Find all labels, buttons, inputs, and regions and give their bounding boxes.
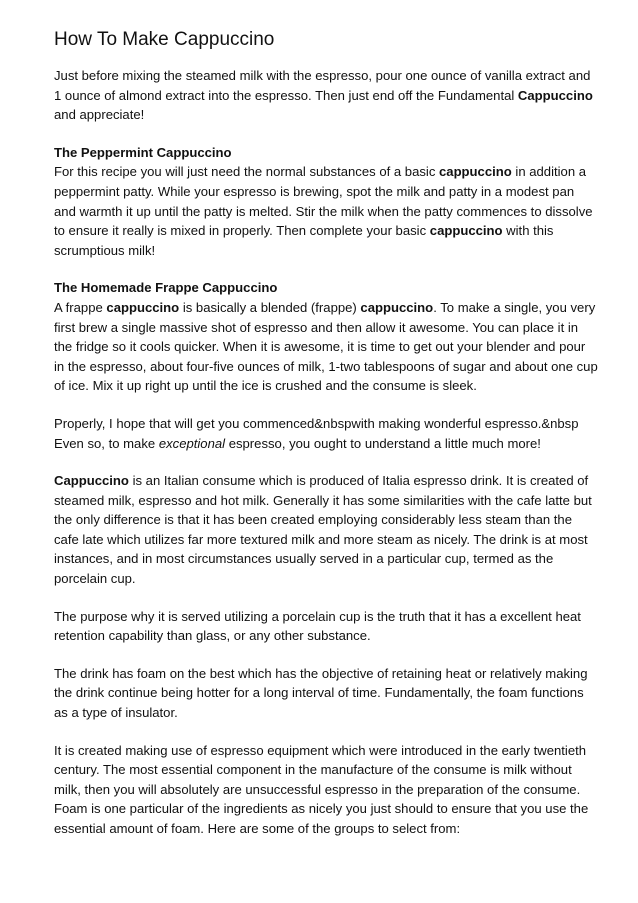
text: Properly, I hope that will get you commenced&nbspwith making wonderful espresso.&nbsp Even so, to make xyxy=(54,415,579,451)
bold-term: Cappuccino xyxy=(54,473,129,489)
equipment-paragraph: It is created making use of espresso equipment which were introduced in the early twentieth century. The most essential component in the manufacture of the consume is milk without milk, then you will absolutely are unsuccessful espresso in the preparation of the consume. Foam is one particular of the ingredients as nicely you just should to ensure that you use the essential amount of foam. Here are some of the groups to select from: xyxy=(54,742,589,836)
bold-term: cappuccino xyxy=(106,299,180,315)
text: in addition a peppermint patty. While your espresso is brewing, spot the milk and patty in a modest pan and warmth it up until the patty is melted. Stir the milk when the patty commences to dissolve to ensure it really is mixed in properly. Then complete your basic xyxy=(54,164,593,239)
intro-paragraph xyxy=(54,66,599,125)
section-heading: The Peppermint Cappuccino xyxy=(54,144,232,160)
bold-term: Cappuccino xyxy=(517,87,593,103)
foam-paragraph: The drink has foam on the best which has the objective of retaining heat or relatively making the drink continue being hotter for a long interval of time. Fundamentally, the foam functions as a type of insulator. xyxy=(54,665,588,721)
section-heading: The Homemade Frappe Cappuccino xyxy=(54,280,278,296)
text: and appreciate! xyxy=(54,107,145,123)
bold-term: cappuccino xyxy=(439,164,512,180)
text: is an Italian consume which is produced of Italia espresso drink. It is created of steamed milk, espresso and hot milk. Generally it has some similarities with the cafe latte but the only difference is that it has been created employing considerably less steam than the cafe late which utilizes far more textured milk and more steam as nicely. The drink is at most instances, and in most circumstances usually served in a particular cup, termed as the porcelain cup. xyxy=(54,473,592,587)
peppermint-section xyxy=(54,143,599,261)
bold-term: cappuccino xyxy=(429,223,503,239)
document-page xyxy=(54,28,599,857)
closing-paragraph xyxy=(54,414,599,453)
text: For this recipe you will just need the normal substances of a basic xyxy=(54,164,439,180)
text: . To make a single, you very first brew a single massive shot of espresso and then allow it awesome. You can place it in the fridge so it cools quicker. When it is awesome, it is time to get out your blender and pour in the espresso, about four-five ounces of milk, 1-two tablespoons of sugar and about one cup of ice. Mix it up right up until the ice is crushed and the consume is sleek. xyxy=(54,299,598,394)
text: Just before mixing the steamed milk with the espresso, pour one ounce of vanilla extract and 1 ounce of almond extract into the espresso. Then just end off the Fundamental xyxy=(54,68,591,103)
italic-term: exceptional xyxy=(158,435,226,451)
text: is basically a blended (frappe) xyxy=(179,299,361,315)
page-title: How To Make Cappuccino xyxy=(54,29,275,50)
text: with this scrumptious milk! xyxy=(54,223,554,258)
text: espresso, you ought to understand a little much more! xyxy=(225,435,541,451)
definition-paragraph xyxy=(54,471,599,589)
text: A frappe xyxy=(54,299,107,315)
porcelain-paragraph: The purpose why it is served utilizing a porcelain cup is the truth that it has a excellent heat retention capability than glass, or any other substance. xyxy=(54,608,581,644)
frappe-section xyxy=(54,278,599,396)
bold-term: cappuccino xyxy=(360,299,434,315)
